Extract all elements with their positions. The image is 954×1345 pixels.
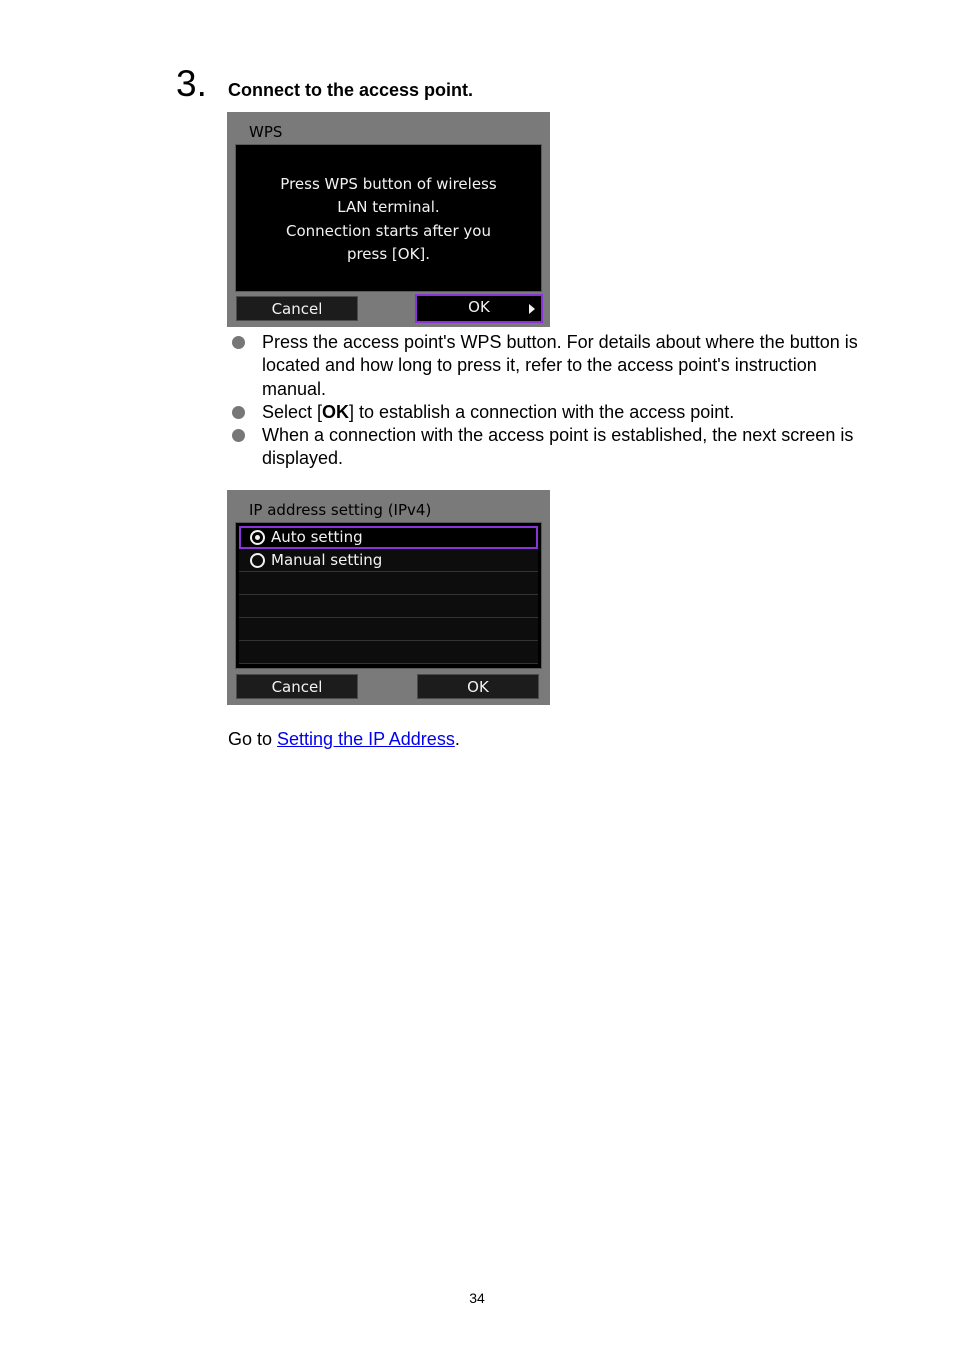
empty-row <box>239 618 538 641</box>
option-auto-setting[interactable] <box>239 526 538 549</box>
bullet-text-bold: OK <box>322 401 350 422</box>
cancel-button[interactable]: Cancel <box>236 674 358 699</box>
bullet-icon <box>232 336 245 349</box>
goto-line <box>228 728 460 751</box>
goto-suffix: . <box>454 729 460 749</box>
ok-button[interactable]: OK <box>417 674 539 699</box>
bullet-icon <box>232 429 245 442</box>
step-number: 3. <box>176 63 207 104</box>
cancel-button[interactable]: Cancel <box>236 296 358 321</box>
goto-prefix: Go to <box>228 729 278 749</box>
radio-selected-icon <box>250 530 265 545</box>
bullet-text-after: ] to establish a connection with the access point. <box>349 401 735 422</box>
bullet-text: When a connection with the access point is established, the next screen is displayed. <box>262 425 854 469</box>
empty-row <box>239 641 538 664</box>
bullet-text: Press the access point's WPS button. For details about where the button is located and how long to press it, refer to the access point's instruction manual. <box>262 332 858 399</box>
ip-option-list <box>235 522 542 669</box>
wps-screen-title: WPS <box>249 123 283 141</box>
bullet-icon <box>232 406 245 419</box>
bullet-text-before: Select [ <box>262 401 323 422</box>
wps-screen <box>227 112 550 327</box>
option-label: Manual setting <box>271 551 383 569</box>
ok-button[interactable] <box>415 294 543 323</box>
radio-unselected-icon <box>250 553 265 568</box>
wps-message: Press WPS button of wireless LAN terminal. Connection starts after you press [OK]. <box>280 175 497 263</box>
caret-right-icon <box>529 304 535 314</box>
list-item <box>228 331 868 401</box>
setting-ip-address-link[interactable]: Setting the IP Address <box>277 729 455 749</box>
empty-row <box>239 595 538 618</box>
option-manual-setting[interactable] <box>239 549 538 572</box>
ip-screen-title: IP address setting (IPv4) <box>249 501 432 519</box>
list-item <box>228 424 868 471</box>
wps-message-panel <box>235 144 542 292</box>
ip-setting-screen <box>227 490 550 705</box>
list-item <box>228 401 868 424</box>
empty-row <box>239 572 538 595</box>
page-number: 34 <box>469 1290 485 1306</box>
instruction-list <box>228 331 868 471</box>
option-label: Auto setting <box>271 528 363 546</box>
ok-button-label: OK <box>468 298 490 316</box>
step-title: Connect to the access point. <box>228 80 474 100</box>
